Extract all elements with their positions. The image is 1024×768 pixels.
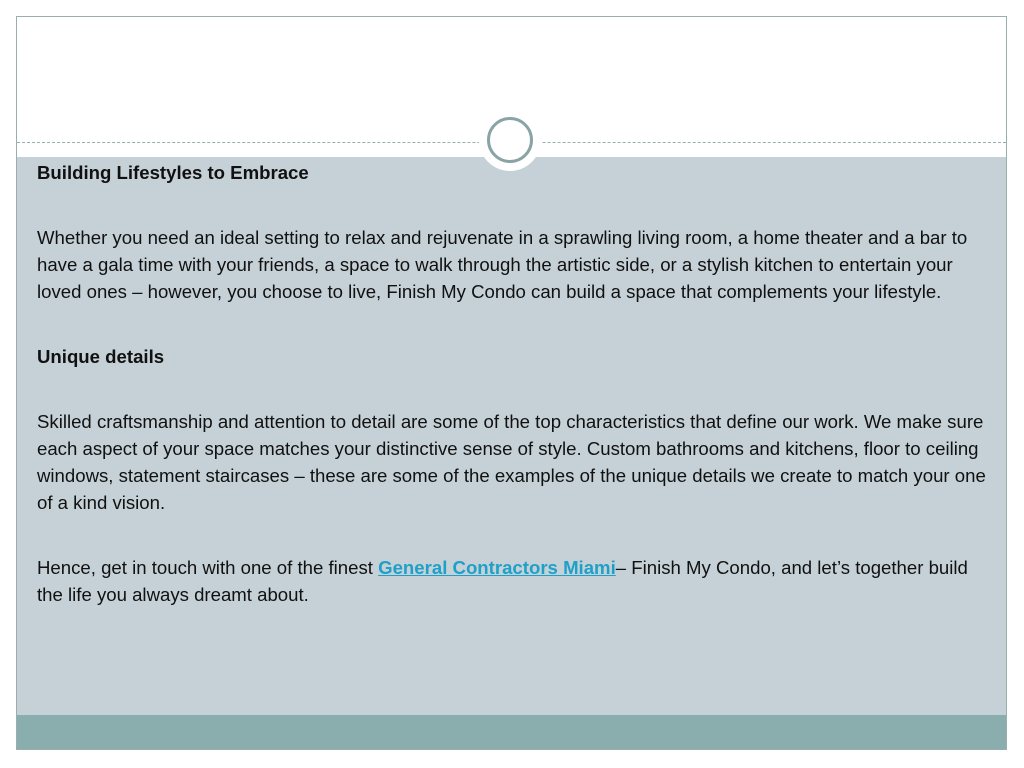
contact-text-after: – Finish My Condo, and let’s together build the life you always dreamt about. (37, 557, 968, 605)
paragraph-unique-details: Skilled craftsmanship and attention to detail are some of the top characteristics that define our work. We make sure each aspect of your space matches your distinctive sense of style. Custom bathrooms and kitchens, floor to ceiling windows, statement staircases – these are some of the examples of the unique details we create to match your one of a kind vision. (37, 411, 986, 513)
section-heading-unique-details: Unique details (37, 346, 165, 367)
ornament-ring (487, 117, 533, 163)
section-heading-lifestyles: Building Lifestyles to Embrace (37, 162, 309, 183)
paragraph-lifestyles: Whether you need an ideal setting to relax and rejuvenate in a sprawling living room, a home theater and a bar to have a gala time with your friends, a space to walk through the artistic side, or a stylish kitchen to entertain your loved ones – however, you choose to live, Finish My Condo can build a space that complements your lifestyle. (37, 227, 968, 302)
contact-text-before: Hence, get in touch with one of the finest (37, 557, 379, 578)
footer-bar (17, 715, 1006, 749)
slide (16, 16, 1007, 750)
paragraph-contact (37, 554, 992, 608)
general-contractors-miami-link[interactable]: General Contractors Miami (378, 557, 616, 578)
slide-body (37, 159, 992, 646)
